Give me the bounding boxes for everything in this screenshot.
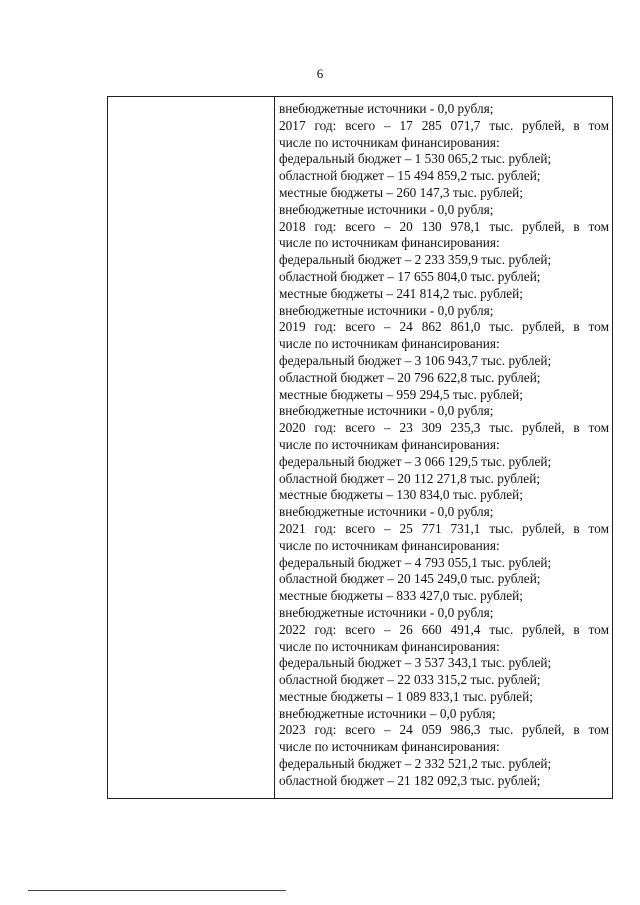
- funding-line: федеральный бюджет – 3 066 129,5 тыс. рублей;: [279, 453, 552, 469]
- funding-line: 2018 год: всего – 20 130 978,1 тыс. рублей, в том: [279, 218, 609, 234]
- footer-divider: [28, 890, 286, 891]
- funding-line: местные бюджеты – 1 089 833,1 тыс. рублей;: [279, 688, 533, 704]
- funding-line: областной бюджет – 15 494 859,2 тыс. рублей;: [279, 168, 541, 184]
- table-left-cell: [108, 97, 275, 798]
- funding-line: числе по источникам финансирования:: [279, 336, 500, 352]
- funding-line: областной бюджет – 20 145 249,0 тыс. рублей;: [279, 571, 541, 587]
- funding-line: областной бюджет – 20 112 271,8 тыс. рублей;: [279, 470, 541, 486]
- page-number: 6: [316, 66, 324, 81]
- funding-line: областной бюджет – 22 033 315,2 тыс. рублей;: [279, 672, 541, 688]
- funding-line: 2020 год: всего – 23 309 235,3 тыс. рублей, в том: [279, 420, 609, 436]
- funding-line: числе по источникам финансирования:: [279, 537, 500, 553]
- funding-line: 2022 год: всего – 26 660 491,4 тыс. рублей, в том: [279, 621, 609, 637]
- funding-line: областной бюджет – 21 182 092,3 тыс. рублей;: [279, 772, 541, 788]
- funding-line: местные бюджеты – 833 427,0 тыс. рублей;: [279, 588, 523, 604]
- funding-line: областной бюджет – 20 796 622,8 тыс. рублей;: [279, 369, 541, 385]
- funding-line: местные бюджеты – 959 294,5 тыс. рублей;: [279, 386, 523, 402]
- document-table: [107, 96, 613, 799]
- funding-line: внебюджетные источники - 0,0 рубля;: [279, 302, 494, 318]
- funding-line: числе по источникам финансирования:: [279, 436, 500, 452]
- funding-line: местные бюджеты – 260 147,3 тыс. рублей;: [279, 184, 523, 200]
- funding-line: федеральный бюджет – 3 537 343,1 тыс. рублей;: [279, 655, 552, 671]
- funding-line: числе по источникам финансирования:: [279, 739, 500, 755]
- funding-line: внебюджетные источники - 0,0 рубля;: [279, 403, 494, 419]
- funding-line: внебюджетные источники - 0,0 рубля;: [279, 101, 494, 116]
- funding-line: внебюджетные источники – 0,0 рубля;: [279, 705, 496, 721]
- funding-line: местные бюджеты – 130 834,0 тыс. рублей;: [279, 487, 523, 503]
- funding-line: 2021 год: всего – 25 771 731,1 тыс. рублей, в том: [279, 520, 609, 536]
- funding-line: числе по источникам финансирования:: [279, 134, 500, 150]
- funding-line: числе по источникам финансирования:: [279, 235, 500, 251]
- funding-line: 2023 год: всего – 24 059 986,3 тыс. рублей, в том: [279, 722, 609, 738]
- table-right-cell: [275, 97, 612, 798]
- funding-line: 2017 год: всего – 17 285 071,7 тыс. рублей, в том: [279, 117, 609, 133]
- funding-line: федеральный бюджет – 1 530 065,2 тыс. рублей;: [279, 151, 552, 167]
- funding-line: федеральный бюджет – 3 106 943,7 тыс. рублей;: [279, 352, 552, 368]
- funding-line: числе по источникам финансирования:: [279, 638, 500, 654]
- funding-line: 2019 год: всего – 24 862 861,0 тыс. рублей, в том: [279, 319, 609, 335]
- funding-line: внебюджетные источники - 0,0 рубля;: [279, 504, 494, 520]
- funding-line: внебюджетные источники - 0,0 рубля;: [279, 201, 494, 217]
- funding-line: федеральный бюджет – 2 332 521,2 тыс. рублей;: [279, 756, 552, 772]
- funding-line: федеральный бюджет – 2 233 359,9 тыс. рублей;: [279, 252, 552, 268]
- funding-line: областной бюджет – 17 655 804,0 тыс. рублей;: [279, 268, 541, 284]
- funding-line: внебюджетные источники - 0,0 рубля;: [279, 604, 494, 620]
- funding-line: местные бюджеты – 241 814,2 тыс. рублей;: [279, 285, 523, 301]
- funding-line: федеральный бюджет – 4 793 055,1 тыс. рублей;: [279, 554, 552, 570]
